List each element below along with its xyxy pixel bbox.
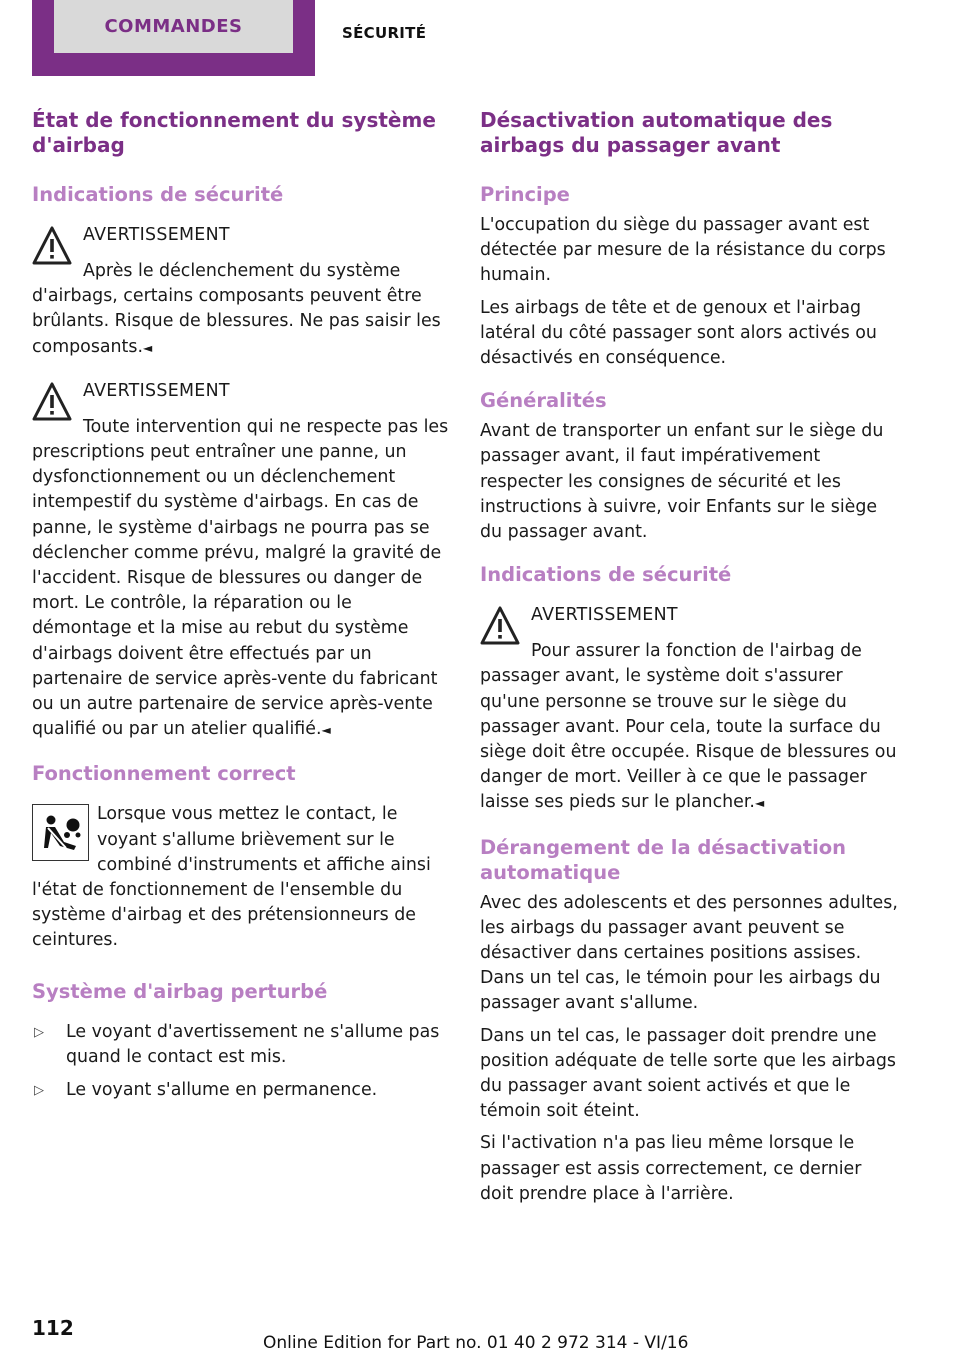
principle-paragraph-1: L'occupation du siège du passager avant est détectée par mesure de la résistance du corps humain. <box>480 215 886 286</box>
tab-commandes[interactable] <box>32 0 315 76</box>
bullet-icon: ▷ <box>34 1083 44 1099</box>
fault-paragraph-1: Avec des adolescents et des personnes adultes, les airbags du passager avant peuvent se désactiver dans certaines positions assises. Dans un tel cas, le témoin pour les airbags du passager avant s'allume. <box>480 892 898 1014</box>
end-marker: ◄ <box>754 796 765 811</box>
warning-block-2 <box>32 379 450 744</box>
warning-label: AVERTISSEMENT <box>83 380 230 401</box>
warning-text <box>32 440 450 743</box>
warning-rest: d'airbags, certains composants peuvent être brûlants. Risque de blessures. Ne pas saisir les composants. <box>32 286 441 357</box>
warning-label: AVERTISSEMENT <box>83 225 230 245</box>
list-item-text: Le voyant d'avertissement ne s'allume pas quand le contact est mis. <box>66 1021 440 1067</box>
edition-footer: Online Edition for Part no. 01 40 2 972 314 - VI/16 <box>263 1333 689 1353</box>
tab-commandes-inner <box>54 0 293 53</box>
tab-commandes-label: COMMANDES <box>104 16 243 37</box>
warning-first-line: Toute intervention qui ne respecte pas les <box>83 416 449 437</box>
correct-function-body: Lorsque vous mettez le contact, le voyant s'allume brièvement sur le combiné d'instruments et affiche ainsi l'état de fonctionnement de l'ensemble du système d'airbag et des prétensionneurs de ceintures. <box>32 804 431 951</box>
left-column <box>32 108 450 1111</box>
heading-fault-auto-deactivation: Dérangement de la désactivation automatique <box>480 835 847 884</box>
airbag-warning-light-icon <box>32 804 89 861</box>
correct-function-text <box>32 802 450 953</box>
heading-correct-function: Fonctionnement correct <box>32 762 296 786</box>
fault-paragraph-2: Dans un tel cas, le passager doit prendre une position adéquate de telle sorte que les airbags du passager avant soient activés et que le témoin soit éteint. <box>480 1025 896 1122</box>
principle-paragraph-2: Les airbags de tête et de genoux et l'airbag latéral du côté passager sont alors activés ou désactivés en conséquence. <box>480 297 877 369</box>
right-column <box>480 108 898 1214</box>
heading-airbag-disturbed: Système d'airbag perturbé <box>32 979 328 1003</box>
warning-text <box>480 664 898 816</box>
list-item <box>32 1078 450 1103</box>
warning-block-3 <box>480 603 898 816</box>
section-title-auto-deactivation: Désactivation automatique des airbags du passager avant <box>480 108 833 157</box>
heading-principle: Principe <box>480 183 570 206</box>
warning-block-1 <box>32 223 450 361</box>
page-number: 112 <box>32 1316 74 1340</box>
end-marker: ◄ <box>321 723 331 738</box>
heading-general: Généralités <box>480 389 607 413</box>
warning-text <box>32 284 450 361</box>
heading-safety-left: Indications de sécurité <box>32 183 284 206</box>
end-marker: ◄ <box>142 340 153 355</box>
warning-triangle-icon <box>32 382 72 422</box>
bullet-icon: ▷ <box>34 1024 44 1040</box>
section-title-airbag-state: État de fonctionnement du système d'airbag <box>32 108 436 157</box>
list-item <box>32 1020 450 1070</box>
heading-safety-right: Indications de sécurité <box>480 563 732 587</box>
warning-triangle-icon <box>480 606 520 646</box>
warning-rest: passager avant, le système doit s'assurer qu'une personne se trouve sur le siège du passager avant. Pour cela, toute la surface du siège doit être occupée. Risque de blessures ou danger de mort. Veiller à ce que le passager laisse ses pieds sur le plancher. <box>480 666 897 813</box>
tab-securite[interactable]: SÉCURITÉ <box>342 24 427 42</box>
warning-first-line: Après le déclenchement du système <box>83 261 401 281</box>
list-item-text: Le voyant s'allume en permanence. <box>66 1080 378 1101</box>
warning-triangle-icon <box>32 226 72 266</box>
warning-rest: prescriptions peut entraîner une panne, un dysfonctionnement ou un déclenchement intempestif du système d'airbags. En cas de panne, le système d'airbags ne pourra pas se déclencher comme prévu, malgré la gravité de l'accident. Risque de blessures ou danger de mort. Le contrôle, la réparation ou le démontage et la mise au rebut du système d'airbags doivent être effectués par un partenaire de service après-vente du fabricant ou un autre partenaire de service après-vente qualifié ou par un atelier qualifié. <box>32 442 442 740</box>
general-paragraph: Avant de transporter un enfant sur le siège du passager avant, il faut impérativement respecter les consignes de sécurité et les instructions à suivre, voir Enfants sur le siège du passager avant. <box>480 421 884 543</box>
warning-first-line: Pour assurer la fonction de l'airbag de <box>531 641 862 662</box>
fault-paragraph-3: Si l'activation n'a pas lieu même lorsque le passager est assis correctement, ce dernier doit prendre place à l'arrière. <box>480 1133 862 1204</box>
warning-label: AVERTISSEMENT <box>531 605 678 626</box>
